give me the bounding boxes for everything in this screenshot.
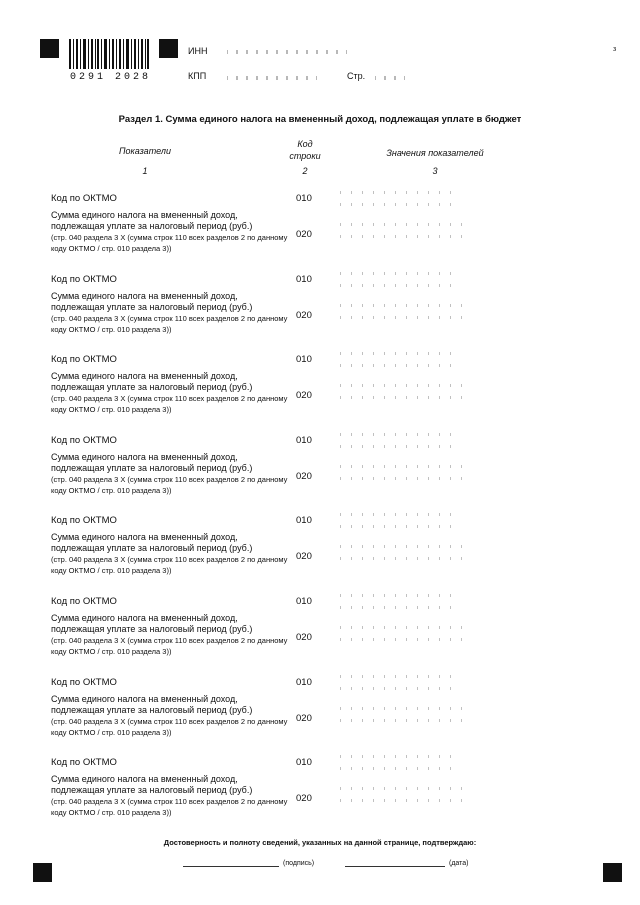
tax-sum-label: Сумма единого налога на вмененный доход, подлежащая уплате за налоговый период (руб.): [51, 371, 253, 392]
tax-sum-description: [51, 694, 291, 738]
oktmo-line-code: 010: [296, 354, 312, 365]
page-cells[interactable]: [375, 66, 405, 80]
oktmo-label: Код по ОКТМО: [51, 435, 117, 446]
tax-sum-value-cells[interactable]: [340, 384, 472, 399]
tax-sum-label: Сумма единого налога на вмененный доход, подлежащая уплате за налоговый период (руб.): [51, 694, 253, 715]
page-corner-mark: з: [613, 46, 617, 53]
oktmo-value-cells[interactable]: [340, 352, 461, 367]
tax-sum-value-cells[interactable]: [340, 223, 472, 238]
tax-sum-formula: (стр. 040 раздела 3 Х (сумма строк 110 всех разделов 2 по данному коду ОКТМО / стр. 010 раздела 3)): [51, 717, 288, 737]
date-label: (дата): [449, 860, 469, 867]
section-title: Раздел 1. Сумма единого налога на вмененный доход, подлежащая уплате в бюджет: [118, 114, 522, 125]
tax-sum-label: Сумма единого налога на вмененный доход, подлежащая уплате за налоговый период (руб.): [51, 774, 253, 795]
oktmo-value-cells[interactable]: [340, 433, 461, 448]
tax-sum-description: [51, 774, 291, 818]
tax-sum-value-cells[interactable]: [340, 304, 472, 319]
tax-sum-description: [51, 613, 291, 657]
corner-marker-top-left: [40, 39, 59, 58]
oktmo-label: Код по ОКТМО: [51, 596, 117, 607]
tax-sum-description: [51, 371, 291, 415]
tax-sum-line-code: 020: [296, 632, 312, 643]
tax-sum-value-cells[interactable]: [340, 545, 472, 560]
column-header-values: Значения показателей: [386, 148, 484, 158]
inn-label: ИНН: [188, 46, 208, 56]
corner-marker-top-right: [159, 39, 178, 58]
tax-sum-line-code: 020: [296, 390, 312, 401]
kpp-label: КПП: [188, 71, 207, 81]
tax-sum-value-cells[interactable]: [340, 465, 472, 480]
confirmation-text: Достоверность и полноту сведений, указанных на данной странице, подтверждаю:: [163, 838, 477, 847]
oktmo-line-code: 010: [296, 596, 312, 607]
tax-sum-formula: (стр. 040 раздела 3 Х (сумма строк 110 всех разделов 2 по данному коду ОКТМО / стр. 010 раздела 3)): [51, 636, 288, 656]
column-header-code-line2: строки: [289, 151, 321, 161]
oktmo-label: Код по ОКТМО: [51, 515, 117, 526]
tax-sum-value-cells[interactable]: [340, 626, 472, 641]
tax-sum-description: [51, 291, 291, 335]
tax-sum-value-cells[interactable]: [340, 787, 472, 802]
oktmo-line-code: 010: [296, 515, 312, 526]
oktmo-value-cells[interactable]: [340, 191, 461, 206]
page-label: Стр.: [347, 71, 366, 81]
corner-marker-bottom-right: [603, 863, 622, 882]
oktmo-line-code: 010: [296, 757, 312, 768]
tax-sum-formula: (стр. 040 раздела 3 Х (сумма строк 110 всех разделов 2 по данному коду ОКТМО / стр. 010 раздела 3)): [51, 797, 288, 817]
inn-cells[interactable]: [227, 40, 347, 54]
tax-sum-label: Сумма единого налога на вмененный доход, подлежащая уплате за налоговый период (руб.): [51, 532, 253, 553]
oktmo-label: Код по ОКТМО: [51, 757, 117, 768]
tax-sum-description: [51, 210, 291, 254]
tax-sum-formula: (стр. 040 раздела 3 Х (сумма строк 110 всех разделов 2 по данному коду ОКТМО / стр. 010 раздела 3)): [51, 475, 288, 495]
column-number-1: 1: [142, 166, 148, 176]
oktmo-value-cells[interactable]: [340, 272, 461, 287]
column-number-3: 3: [432, 166, 438, 176]
oktmo-value-cells[interactable]: [340, 675, 461, 690]
oktmo-label: Код по ОКТМО: [51, 193, 117, 204]
tax-sum-line-code: 020: [296, 551, 312, 562]
oktmo-value-cells[interactable]: [340, 755, 461, 770]
tax-sum-formula: (стр. 040 раздела 3 Х (сумма строк 110 всех разделов 2 по данному коду ОКТМО / стр. 010 раздела 3)): [51, 555, 288, 575]
oktmo-line-code: 010: [296, 677, 312, 688]
column-number-2: 2: [302, 166, 308, 176]
tax-sum-formula: (стр. 040 раздела 3 Х (сумма строк 110 всех разделов 2 по данному коду ОКТМО / стр. 010 раздела 3)): [51, 394, 288, 414]
barcode-icon: [69, 39, 149, 69]
oktmo-label: Код по ОКТМО: [51, 677, 117, 688]
tax-sum-label: Сумма единого налога на вмененный доход, подлежащая уплате за налоговый период (руб.): [51, 210, 253, 231]
corner-marker-bottom-left: [33, 863, 52, 882]
tax-sum-label: Сумма единого налога на вмененный доход, подлежащая уплате за налоговый период (руб.): [51, 291, 253, 312]
tax-sum-line-code: 020: [296, 471, 312, 482]
date-line[interactable]: [345, 866, 445, 867]
tax-sum-line-code: 020: [296, 713, 312, 724]
oktmo-line-code: 010: [296, 193, 312, 204]
tax-sum-formula: (стр. 040 раздела 3 Х (сумма строк 110 всех разделов 2 по данному коду ОКТМО / стр. 010 раздела 3)): [51, 233, 288, 253]
oktmo-label: Код по ОКТМО: [51, 274, 117, 285]
oktmo-label: Код по ОКТМО: [51, 354, 117, 365]
tax-sum-description: [51, 452, 291, 496]
column-header-code-line1: Код: [297, 139, 313, 149]
tax-sum-label: Сумма единого налога на вмененный доход, подлежащая уплате за налоговый период (руб.): [51, 452, 253, 473]
tax-sum-description: [51, 532, 291, 576]
signature-label: (подпись): [283, 860, 315, 867]
oktmo-line-code: 010: [296, 435, 312, 446]
tax-sum-value-cells[interactable]: [340, 707, 472, 722]
tax-sum-line-code: 020: [296, 229, 312, 240]
tax-sum-formula: (стр. 040 раздела 3 Х (сумма строк 110 всех разделов 2 по данному коду ОКТМО / стр. 010 раздела 3)): [51, 314, 288, 334]
oktmo-line-code: 010: [296, 274, 312, 285]
tax-sum-line-code: 020: [296, 310, 312, 321]
barcode-number: 0291 2028: [70, 72, 152, 83]
oktmo-value-cells[interactable]: [340, 513, 461, 528]
tax-sum-label: Сумма единого налога на вмененный доход, подлежащая уплате за налоговый период (руб.): [51, 613, 253, 634]
kpp-cells[interactable]: [227, 66, 317, 80]
oktmo-value-cells[interactable]: [340, 594, 461, 609]
tax-sum-line-code: 020: [296, 793, 312, 804]
signature-line[interactable]: [183, 866, 279, 867]
column-header-indicators: Показатели: [119, 146, 171, 156]
